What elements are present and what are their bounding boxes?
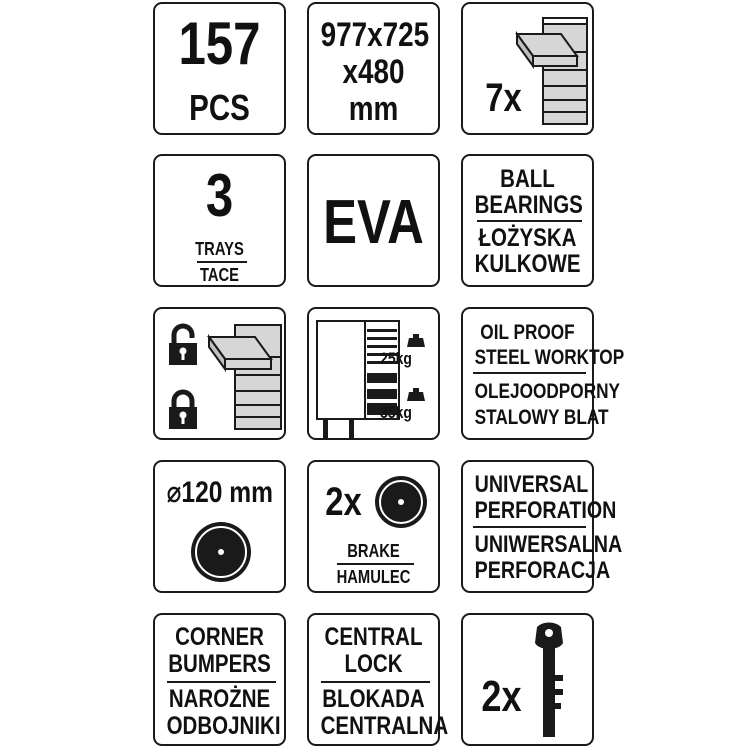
tile-keys [461, 613, 594, 746]
tile-load-capacity [307, 307, 440, 440]
cabinet-load-icon [309, 309, 442, 442]
pieces-value: 157 [178, 10, 261, 77]
tile-worktop [461, 307, 625, 440]
bumpers-en1: CORNER [175, 623, 264, 651]
bearings-en2: BEARINGS [474, 191, 583, 219]
lock-en1: CENTRAL [324, 623, 423, 651]
dimensions-line2: x480 [342, 53, 405, 91]
worktop-pl1: OLEJOODPORNY [474, 380, 621, 403]
tile-central-lock [307, 613, 449, 746]
brake-en: BRAKE [347, 541, 400, 561]
tile-lockable-drawers [153, 307, 286, 440]
weight-icon [407, 388, 425, 401]
tile-wheel-size [153, 460, 286, 593]
bumpers-pl2: ODBOJNIKI [166, 712, 281, 740]
divider [337, 563, 414, 565]
perforation-en2: PERFORATION [474, 497, 617, 524]
eva-label: EVA [323, 188, 424, 257]
brake-pl: HAMULEC [336, 567, 411, 587]
lock-pl1: BLOKADA [322, 685, 425, 713]
bearings-pl1: ŁOŻYSKA [478, 224, 577, 252]
load-upper: 25kg [380, 349, 412, 368]
tile-bearings [461, 154, 594, 287]
tile-trays [153, 154, 286, 287]
perforation-pl1: UNIWERSALNA [474, 531, 623, 558]
tile-corner-bumpers [153, 613, 286, 746]
brake-count: 2x [325, 480, 362, 524]
weight-icon [407, 334, 425, 347]
trays-label-en: TRAYS [195, 239, 244, 259]
wheel-icon [155, 462, 288, 595]
trays-value: 3 [205, 162, 234, 229]
lock-pl2: CENTRALNA [320, 712, 449, 740]
wheel-label: ⌀120 mm [166, 476, 274, 509]
tile-drawers [461, 2, 594, 135]
perforation-en1: UNIVERSAL [474, 471, 589, 498]
lock-en2: LOCK [344, 650, 403, 678]
perforation-pl2: PERFORACJA [474, 557, 611, 584]
worktop-en2: STEEL WORKTOP [474, 346, 625, 369]
tile-brake [307, 460, 440, 593]
bearings-pl2: KULKOWE [474, 250, 581, 278]
drawer-cabinet-icon [155, 309, 288, 442]
divider [477, 220, 582, 222]
bumpers-en2: BUMPERS [168, 650, 271, 678]
tile-eva [307, 154, 440, 287]
dimensions-line3: mm [348, 90, 399, 128]
divider [167, 681, 276, 683]
drawers-count: 7x [485, 76, 522, 120]
worktop-pl2: STALOWY BLAT [474, 406, 609, 429]
drawer-cabinet-icon [463, 4, 596, 137]
key-icon [463, 615, 596, 748]
bearings-en1: BALL [500, 165, 555, 193]
divider [473, 372, 586, 374]
tile-dimensions [307, 2, 440, 135]
load-lower: 35kg [380, 403, 412, 422]
worktop-en1: OIL PROOF [480, 321, 575, 344]
dimensions-line1: 977x725 [320, 16, 430, 54]
tile-perforation [461, 460, 623, 593]
tile-pieces [153, 2, 286, 135]
trays-label-pl: TACE [199, 265, 240, 285]
pieces-unit: PCS [189, 87, 250, 128]
bumpers-pl1: NAROŻNE [168, 685, 271, 713]
divider [197, 261, 247, 263]
divider [473, 526, 586, 528]
keys-count: 2x [481, 672, 522, 721]
divider [321, 681, 430, 683]
